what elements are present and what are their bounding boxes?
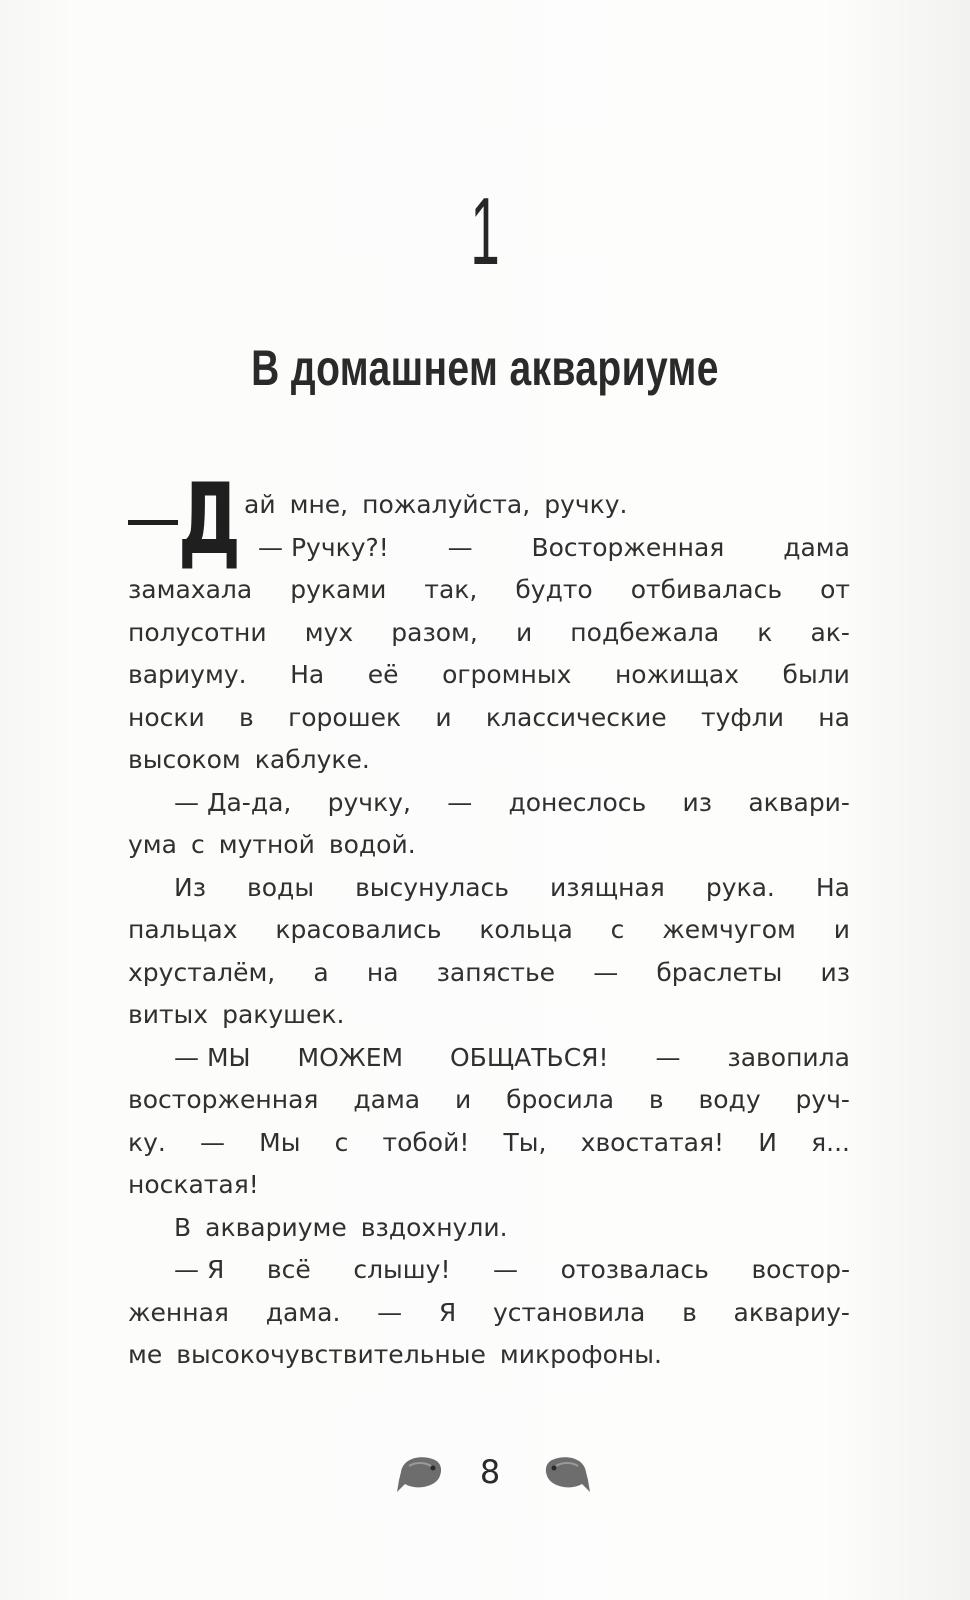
word: ку. [128,1127,166,1157]
text-line [128,994,850,1037]
word: — [493,1255,519,1284]
word: так, [424,575,478,604]
word: ракушек. [222,1000,345,1029]
word: аквариу- [733,1297,850,1327]
word: отозвалась [560,1255,709,1284]
word: аквари- [748,787,850,817]
word: огромных [442,660,572,689]
word: Мы [259,1127,301,1157]
word: воды [247,872,315,902]
word: И [758,1127,777,1157]
word: подбежала [570,617,720,647]
word: установила [493,1297,646,1327]
word: из [682,787,713,817]
word: завопила [727,1042,850,1072]
text-line [128,739,850,782]
word: замахала [128,575,253,604]
text-line [128,654,850,697]
chapter-title: В домашнем аквариуме [251,340,719,396]
word: из [820,957,850,987]
fish-icon [395,1450,447,1494]
text-line [128,1207,850,1250]
word: дама. [265,1297,341,1327]
word: разом, [391,617,478,647]
text-line [128,484,850,527]
text-line [128,909,850,952]
word: — Ручку?! [258,532,389,562]
word: пальцах [128,915,238,944]
word: ме [128,1340,163,1369]
word: женная [128,1297,229,1327]
word: тобой! [382,1127,470,1157]
word: от [820,575,850,604]
word: донеслось [508,787,647,817]
word: Из [174,872,206,902]
word: высокочувствительные [176,1340,486,1369]
word: — [593,957,619,987]
word: Восторженная [531,532,725,562]
word: изящная [550,872,665,902]
word: водой. [328,830,416,859]
word: На [290,660,325,689]
text-line [128,569,850,612]
word: Я [438,1297,457,1327]
word: в [682,1297,697,1327]
word: носки [128,702,205,732]
word: мутной [218,830,315,859]
text-line [128,1164,850,1207]
word: — МЫ [174,1042,251,1072]
word: вздохнули. [360,1212,508,1242]
word: с [190,830,205,859]
word: МОЖЕМ [297,1042,404,1072]
word: — Я [174,1255,225,1284]
word: и [833,915,850,944]
word: жемчугом [662,915,796,944]
word: руч- [795,1085,850,1114]
word: классические [485,702,667,732]
page-number: 8 [479,1453,501,1491]
word: в [239,702,254,732]
word: туфли [701,702,784,732]
word: в [648,1085,664,1114]
word: браслеты [656,957,783,987]
word: ума [128,830,177,859]
word: мух [304,617,354,647]
text-line [128,1122,850,1165]
word: и [515,617,533,647]
word: вариуму. [128,660,247,689]
word: к [757,617,773,647]
word: кольца [479,915,573,944]
word: будто [515,575,593,604]
word: красовались [275,915,442,944]
word: Ты, [503,1127,547,1157]
text-line [128,1079,850,1122]
text-line [128,1037,850,1080]
text-line [128,952,850,995]
word: с [334,1127,349,1157]
text-line [128,527,850,570]
word: высунулась [355,872,509,902]
word: бросила [506,1085,615,1114]
word: дама [783,532,850,562]
body-text [128,484,850,1377]
text-line [128,1249,850,1292]
word: и [435,702,452,732]
word: носкатая! [128,1170,259,1199]
word: рука. [705,872,775,902]
word: хрусталём, [128,957,276,987]
word: В [174,1212,192,1242]
word: отбивалась [630,575,783,604]
word: ОБЩАТЬСЯ! [450,1042,609,1072]
word: на [818,702,850,732]
drop-cap: Д [178,463,241,577]
word: её [367,660,399,689]
word: хвостатая! [580,1127,725,1157]
word: — [377,1297,403,1327]
word: слышу! [353,1255,451,1284]
word: ак- [810,617,850,647]
word: — [447,532,473,562]
word: на [366,957,399,987]
word: микрофоны. [499,1340,662,1369]
word: дама [353,1085,421,1114]
word: ручку, [327,787,411,817]
word: горошек [288,702,402,732]
word: запястье [436,957,556,987]
text-line [128,867,850,910]
word: воду [698,1085,761,1114]
text-line [128,1334,850,1377]
word: — [447,787,473,817]
word: восторженная [128,1085,319,1114]
word: и [455,1085,472,1114]
word: ай [244,490,276,519]
word: каблуке. [254,745,370,774]
word: — [655,1042,681,1072]
text-line [128,824,850,867]
word: с [610,915,625,944]
word: я... [811,1127,850,1157]
word: — Да-да, [174,787,292,817]
text-line [128,612,850,655]
word: а [313,957,329,987]
chapter-number: 1 [470,178,500,285]
word: всё [266,1255,311,1284]
text-line [128,1292,850,1335]
word: руками [290,575,387,604]
word: аквариуме [205,1212,347,1242]
text-line [128,697,850,740]
word: На [815,872,850,902]
word: — [200,1127,225,1157]
word: востор- [751,1255,850,1284]
fish-icon [540,1450,592,1494]
word: полусотни [128,617,267,647]
word: высоком [128,745,241,774]
word: мне, [289,490,349,519]
word: были [782,660,850,689]
word: ножищах [614,660,740,689]
word: витых [128,1000,209,1029]
page-footer [0,1440,970,1510]
word: ручку. [544,490,628,519]
word: пожалуйста, [362,490,531,519]
text-line [128,782,850,825]
